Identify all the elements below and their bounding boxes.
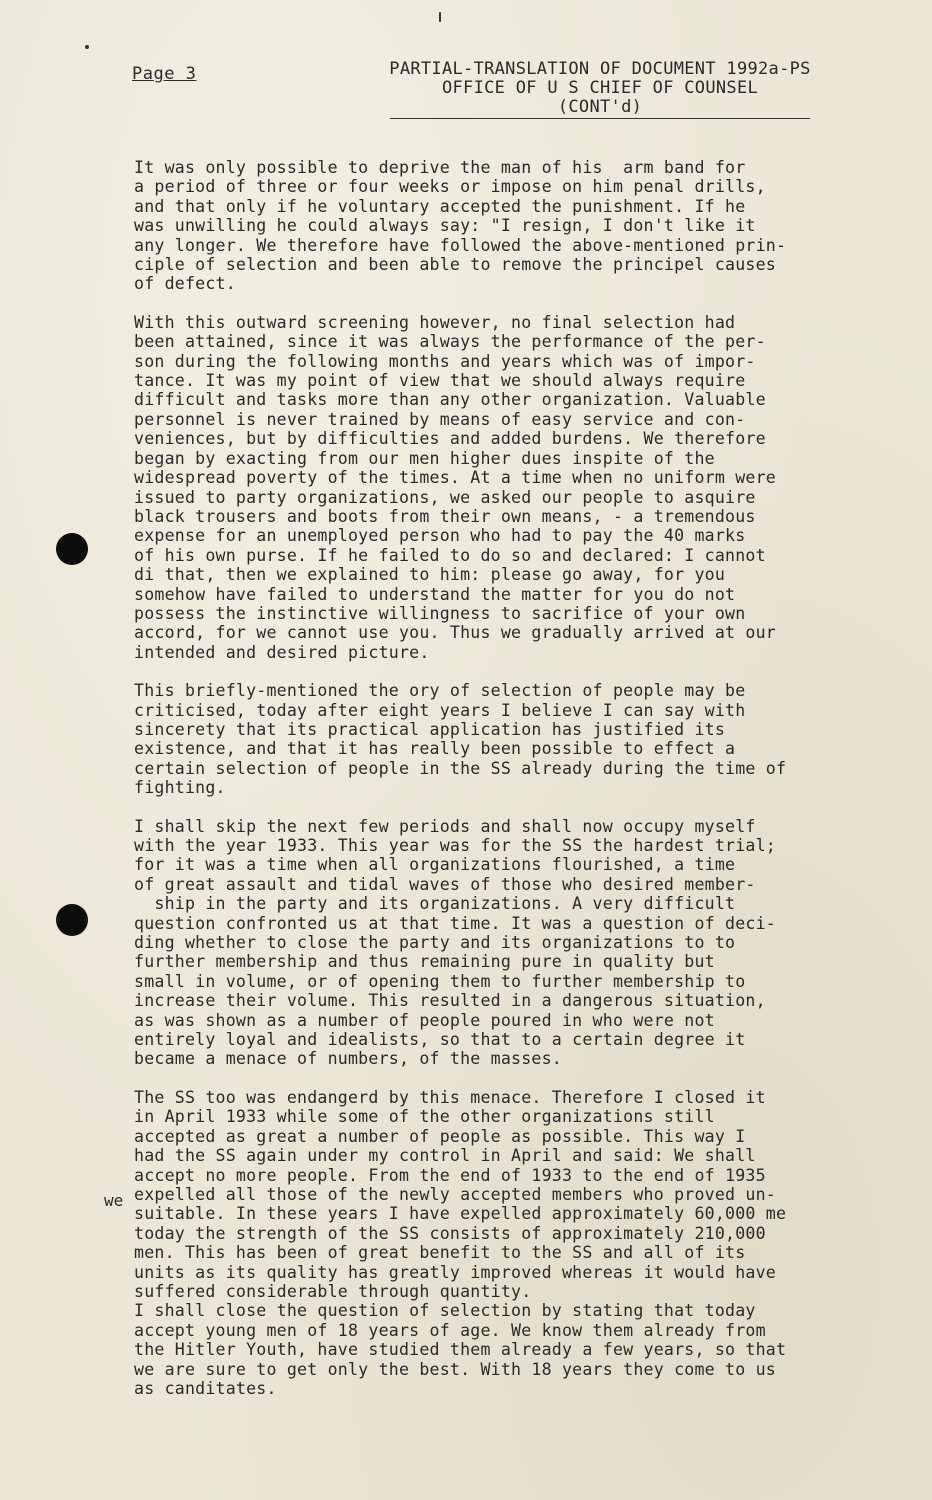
header-continued: (CONT'd): [557, 97, 643, 117]
text-line: ciple of selection and been able to remove the principel causes: [134, 255, 776, 275]
text-line: question confronted us at that time. It was a question of deci-: [134, 913, 776, 933]
text-line: This briefly-mentioned the ory of selection of people may be: [134, 681, 746, 701]
document-header: [360, 60, 840, 119]
paragraph: [134, 681, 874, 797]
text-line: increase their volume. This resulted in a dangerous situation,: [134, 991, 766, 1011]
text-line: as canditates.: [134, 1378, 277, 1398]
text-line: further membership and thus remaining pure in quality but: [134, 952, 715, 972]
text-line: entirely loyal and idealists, so that to a certain degree it: [134, 1030, 746, 1050]
text-line: small in volume, or of opening them to further membership to: [134, 971, 746, 991]
text-line: personnel is never trained by means of easy service and con-: [134, 409, 746, 429]
text-line: sincerety that its practical application has justified its: [134, 719, 726, 739]
text-line: we are sure to get only the best. With 18 years they come to us: [134, 1359, 776, 1379]
text-line: a period of three or four weeks or impose on him penal drills,: [134, 177, 766, 197]
text-line: of great assault and tidal waves of those who desired member-: [134, 874, 756, 894]
text-line: The SS too was endangerd by this menace. Therefore I closed it: [134, 1087, 766, 1107]
text-line: difficult and tasks more than any other organization. Valuable: [134, 390, 766, 410]
text-line: for it was a time when all organizations flourished, a time: [134, 855, 736, 875]
text-line: been attained, since it was always the performance of the per-: [134, 332, 766, 352]
text-line: in April 1933 while some of the other organizations still: [134, 1107, 715, 1127]
text-line: intended and desired picture.: [134, 642, 430, 662]
page-number: Page 3: [132, 64, 197, 84]
text-line: of his own purse. If he failed to do so and declared: I cannot: [134, 545, 766, 565]
margin-handwritten-note: we: [104, 1191, 124, 1210]
margin-dot: [85, 45, 89, 49]
text-line: and that only if he voluntary accepted the punishment. If he: [134, 196, 746, 216]
text-line: today the strength of the SS consists of approximately 210,000: [134, 1223, 766, 1243]
text-line: the Hitler Youth, have studied them already a few years, so that: [134, 1340, 787, 1360]
text-line: began by exacting from our men higher dues inspite of the: [134, 448, 715, 468]
text-line: son during the following months and years which was of impor-: [134, 351, 756, 371]
header-office: OFFICE OF U S CHIEF OF COUNSEL: [441, 78, 759, 98]
text-line: possess the instinctive willingness to sacrifice of your own: [134, 603, 746, 623]
text-line: I shall close the question of selection by stating that today: [134, 1301, 756, 1321]
text-line: ding whether to close the party and its organizations to to: [134, 933, 736, 953]
text-line: veniences, but by difficulties and added burdens. We therefore: [134, 429, 766, 449]
punch-hole-bottom: [56, 904, 88, 936]
text-line: as was shown as a number of people poured in who were not: [134, 1010, 715, 1030]
text-line: accept young men of 18 years of age. We know them already from: [134, 1320, 766, 1340]
text-line: units as its quality has greatly improved whereas it would have: [134, 1262, 776, 1282]
text-line: accord, for we cannot use you. Thus we gradually arrived at our: [134, 623, 776, 643]
text-line: had the SS again under my control in April and said: We shall: [134, 1146, 756, 1166]
text-line: existence, and that it has really been possible to effect a: [134, 739, 736, 759]
text-line: expelled all those of the newly accepted members who proved un-: [134, 1184, 776, 1204]
text-line: criticised, today after eight years I believe I can say with: [134, 700, 746, 720]
header-underline: [390, 118, 810, 119]
text-line: suffered considerable through quantity.: [134, 1281, 532, 1301]
text-line: di that, then we explained to him: please go away, for you: [134, 565, 726, 585]
text-line: with the year 1933. This year was for the SS the hardest trial;: [134, 836, 776, 855]
header-title: PARTIAL-TRANSLATION OF DOCUMENT 1992a-PS: [389, 59, 811, 79]
punch-hole-top: [56, 533, 88, 565]
text-line: expense for an unemployed person who had to pay the 40 marks: [134, 526, 746, 546]
text-line: black trousers and boots from their own means, - a tremendous: [134, 506, 756, 526]
paragraph: [134, 313, 874, 662]
text-line: men. This has been of great benefit to the SS and all of its: [134, 1243, 746, 1263]
paragraph: [134, 817, 874, 1069]
text-line: ship in the party and its organizations. A very difficult: [134, 894, 736, 914]
text-line: tance. It was my point of view that we should always require: [134, 371, 746, 391]
text-line: certain selection of people in the SS already during the time of: [134, 758, 787, 778]
text-line: became a menace of numbers, of the masses.: [134, 1049, 562, 1069]
text-line: fighting.: [134, 778, 226, 798]
top-fold-mark: [439, 12, 441, 22]
paragraph: [134, 158, 874, 294]
document-body: [134, 158, 874, 1417]
text-line: With this outward screening however, no final selection had: [134, 312, 736, 332]
paragraph: [134, 1088, 874, 1399]
text-line: any longer. We therefore have followed the above-mentioned prin-: [134, 235, 787, 255]
text-line: accept no more people. From the end of 1933 to the end of 1935: [134, 1165, 766, 1185]
text-line: somehow have failed to understand the matter for you do not: [134, 584, 736, 604]
text-line: was unwilling he could always say: "I resign, I don't like it: [134, 216, 756, 236]
text-line: It was only possible to deprive the man of his arm band for: [134, 158, 746, 177]
text-line: suitable. In these years I have expelled approximately 60,000 me: [134, 1204, 787, 1224]
text-line: issued to party organizations, we asked our people to asquire: [134, 487, 756, 507]
text-line: of defect.: [134, 274, 236, 294]
text-line: I shall skip the next few periods and shall now occupy myself: [134, 816, 756, 836]
text-line: widespread poverty of the times. At a time when no uniform were: [134, 468, 776, 488]
text-line: accepted as great a number of people as possible. This way I: [134, 1126, 746, 1146]
